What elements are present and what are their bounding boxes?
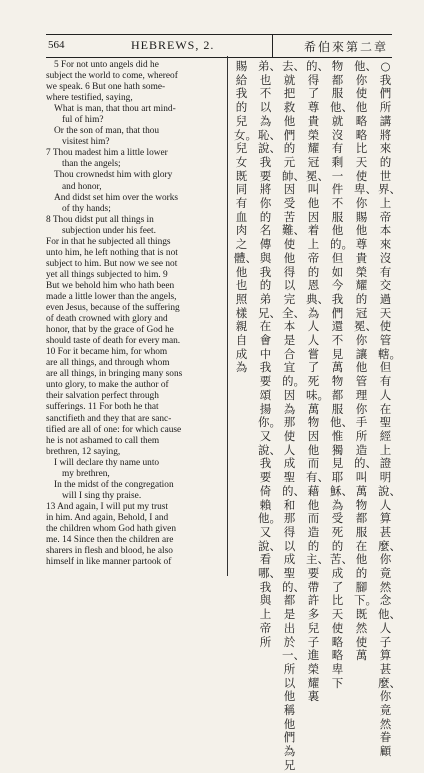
english-text-line: should taste of death for every man. (46, 336, 181, 347)
english-text-line: 10 For it became him, for whom (46, 347, 168, 358)
chinese-text-column: 物都服他、就沒有剩一件不服他的。但如今我們還不見萬物都服他、惟獨見耶穌、為受死的苦、成了比天使略略卑下 (330, 59, 353, 690)
english-text-line: made a little lower than the angels, (46, 291, 177, 302)
english-text-line: yet all things subjected to him. 9 (46, 269, 168, 280)
english-text-line: subject to him. But now we see not (46, 258, 178, 269)
chinese-text-column: ○我們所講將來的世界、上帝本來沒有交過天使管轄。但有人在聖經上證明說、人算甚麼、你竟然念他、人子算甚麼、你竟然眷顧 (378, 59, 401, 759)
chinese-text-column: 弟、也不以為恥、說、我要將你的名傳與我的弟兄、在會中我要頌揚你。又說、我要倚賴他。又說、看哪、我與上帝所 (258, 59, 281, 649)
english-text-line: unto him, he left nothing that is not (46, 247, 178, 258)
english-text-line: For in that he subjected all things (46, 236, 171, 247)
english-running-title: HEBREWS, 2. (131, 38, 215, 52)
chinese-text-column: 去、就把救他們的元帥、因受苦難、使他得以完全、本是合宜的。因為那使人成聖的、和那得以成聖的、都是出於一、所以他稱他們為兄 (282, 59, 305, 772)
english-text-line: of thy hands; (62, 203, 111, 214)
english-text-line: 8 Thou didst put all things in (46, 214, 154, 225)
english-text-line: we speak. 6 But one hath some- (46, 82, 166, 93)
english-text-line: the children whom God hath given (46, 523, 177, 534)
chinese-running-title: 希伯來第二章 (303, 40, 388, 54)
english-text-line: of death crowned with glory and (46, 314, 168, 325)
english-text-line: in him. And again, Behold, I and (46, 512, 169, 523)
chinese-text-column: 賜給我的兒女。兒女既同有血肉之體、他也照樣親自成為 (234, 59, 257, 375)
english-text-line: honor, that by the grace of God he (46, 325, 174, 336)
column-divider (227, 56, 228, 576)
english-text-line: are all things, in bringing many sons (46, 369, 183, 380)
header-divider (272, 35, 273, 57)
english-text-line: their salvation perfect through (46, 391, 159, 402)
english-text-line: brethren, 12 saying, (46, 446, 121, 457)
english-text-line: ful of him? (62, 115, 104, 126)
english-text-line: himself in like manner partook of (46, 557, 172, 568)
chinese-text-column: 他、你使他略略比天使卑、你賜他尊貴榮耀的冠冕、你讓他管理你手所造的、叫萬物都服在他的腳下。既然使萬 (354, 59, 377, 663)
chinese-text-column: 的、得了尊貴榮耀冠冕、叫他因着上帝的恩典、為人人嘗了死味。萬物因他而有、藉他而造的主、要帶許多兒子進榮耀裏 (306, 59, 329, 704)
english-text-line: In the midst of the congregation (54, 479, 174, 490)
english-text-line: subjection under his feet. (62, 225, 156, 236)
english-text-line: me. 14 Since then the children are (46, 535, 174, 546)
english-text-line: where testified, saying, (46, 93, 133, 104)
english-text-line: tified are all of one: for which cause (46, 424, 182, 435)
english-text-line: Or the son of man, that thou (54, 126, 160, 137)
page-header (46, 34, 392, 58)
english-text-line: What is man, that thou art mind- (54, 104, 176, 115)
english-text-line: subject the world to come, whereof (46, 71, 178, 82)
english-text-line: even Jesus, because of the suffering (46, 303, 180, 314)
english-text-line: I will declare thy name unto (54, 457, 160, 468)
english-text-line: visitest him? (62, 137, 110, 148)
english-text-line: sufferings. 11 For both he that (46, 402, 159, 413)
english-text-line: Thou crownedst him with glory (54, 170, 173, 181)
english-text-line: he is not ashamed to call them (46, 435, 160, 446)
english-text-line: and honor, (62, 181, 102, 192)
english-text-line: my brethren, (62, 468, 110, 479)
english-text-line: will I sing thy praise. (62, 490, 142, 501)
english-text-line: But we behold him who hath been (46, 280, 175, 291)
english-text-line: unto glory, to make the author of (46, 380, 169, 391)
english-text-column (46, 60, 224, 568)
english-text-line: And didst set him over the works (54, 192, 179, 203)
page-number: 564 (48, 39, 65, 51)
english-text-line: 7 Thou madest him a little lower (46, 148, 168, 159)
english-text-line: 13 And again, I will put my trust (46, 501, 168, 512)
english-text-line: sanctifieth and they that are sanc- (46, 413, 172, 424)
english-text-line: 5 For not unto angels did he (54, 60, 159, 70)
english-text-line: are all things, and through whom (46, 358, 170, 369)
english-text-line: than the angels; (62, 159, 121, 170)
english-text-line: sharers in flesh and blood, he also (46, 546, 173, 557)
